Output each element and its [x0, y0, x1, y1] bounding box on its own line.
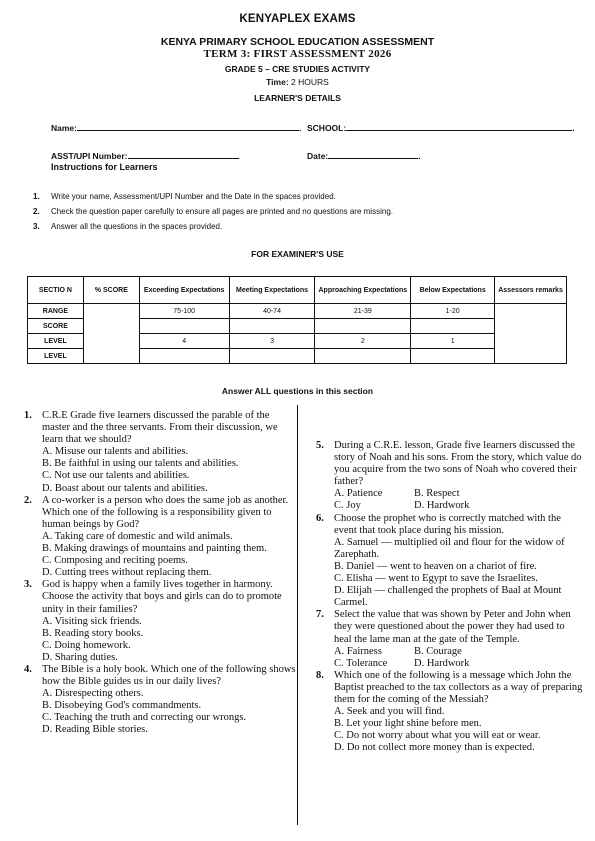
answer-option-row [334, 500, 584, 512]
header-cell: SECTIO N [28, 277, 84, 304]
answer-option[interactable]: A. Seek and you will find. [334, 706, 445, 718]
question-number: 7. [316, 609, 324, 621]
instruction-item: 2. Check the question paper carefully to ensure all pages are printed and no questions are missing. [33, 207, 393, 216]
answer-option[interactable]: D. Hardwork [414, 657, 470, 669]
answer-option[interactable]: C. Do not worry about what you will eat or wear. [334, 730, 541, 742]
question-stem: C.R.E Grade five learners discussed the parable of the master and the three servants. From their discussion, we learn that we should? [42, 410, 278, 446]
header-cell: Approaching Expectations [315, 277, 411, 304]
answer-option[interactable]: D. Boast about our talents and abilities. [42, 482, 208, 494]
table-cell: 40-74 [229, 304, 315, 319]
table-cell[interactable] [139, 349, 229, 364]
upi-field[interactable]: ASST/UPI Number: . [51, 151, 240, 161]
question-stem: Which one of the following is a message which John the Baptist preached to the tax collectors as a way of preparing them for the coming of the Messiah? [334, 669, 583, 705]
answer-option[interactable]: B. Be faithful in using our talents and abilities. [42, 458, 239, 470]
answer-option[interactable]: A. Disrespecting others. [42, 688, 144, 700]
question-stem: Choose the prophet who is correctly matched with the event that took place during his mission. [334, 512, 561, 536]
question-stem: During a C.R.E. lesson, Grade five learners discussed the story of Noah and his sons. From the story, which value do you acquire from the two sons of Noah who covered their father? [334, 440, 582, 488]
answer-option[interactable]: D. Do not collect more money than is expected. [334, 742, 535, 754]
assessment-title: KENYA PRIMARY SCHOOL EDUCATION ASSESSMENT [160, 36, 435, 48]
table-cell: 21-39 [315, 304, 411, 319]
header-cell: Exceeding Expectations [139, 277, 229, 304]
column-divider [297, 405, 298, 825]
term-title: TERM 3: FIRST ASSESSMENT 2026 [203, 48, 392, 60]
school-field[interactable]: SCHOOL: . [307, 123, 575, 133]
answer-option[interactable]: C. Elisha — went to Egypt to save the Israelites. [334, 573, 538, 585]
table-cell[interactable] [315, 349, 411, 364]
question-4 [24, 664, 296, 737]
question-number: 2. [24, 494, 32, 506]
table-cell[interactable] [315, 319, 411, 334]
instruction-item: 3. Answer all the questions in the spaces provided. [33, 222, 223, 231]
section-instruction: Answer ALL questions in this section [221, 386, 374, 396]
answer-option-row [334, 646, 584, 658]
answer-option[interactable]: A. Visiting sick friends. [42, 615, 142, 627]
name-field[interactable]: Name: . [51, 123, 302, 133]
org-title: KENYAPLEX EXAMS [239, 13, 356, 25]
answer-option[interactable]: B. Reading story books. [42, 627, 144, 639]
answer-option[interactable]: A. Fairness [334, 645, 382, 657]
header-cell: % SCORE [83, 277, 139, 304]
table-header-row [28, 277, 567, 304]
answer-option[interactable]: B. Courage [414, 645, 462, 657]
table-cell[interactable] [411, 349, 495, 364]
examiner-use-title: FOR EXAMINER'S USE [251, 249, 344, 259]
answer-option[interactable]: D. Sharing duties. [42, 651, 118, 663]
question-6 [316, 513, 584, 610]
question-7 [316, 609, 584, 669]
row-label: RANGE [28, 304, 84, 319]
questions-right-column [316, 440, 584, 754]
question-number: 5. [316, 440, 324, 451]
learner-details-title: LEARNER'S DETAILS [254, 93, 341, 103]
examiner-table [27, 276, 567, 364]
answer-option[interactable]: C. Composing and reciting poems. [42, 555, 188, 567]
school-line[interactable] [346, 122, 572, 131]
answer-option[interactable]: D. Cutting trees without replacing them. [42, 567, 212, 579]
answer-option[interactable]: B. Let your light shine before men. [334, 718, 482, 730]
table-cell[interactable] [229, 349, 315, 364]
table-cell: 3 [229, 334, 315, 349]
question-8 [316, 670, 584, 755]
answer-option[interactable]: A. Patience [334, 488, 383, 500]
answer-option[interactable]: B. Daniel — went to heaven on a chariot of fire. [334, 560, 537, 572]
answer-option-row [334, 488, 584, 500]
answer-option[interactable]: B. Disobeying God's commandments. [42, 700, 202, 712]
table-cell: 1-20 [411, 304, 495, 319]
header-cell: Below Expectations [411, 277, 495, 304]
row-label: LEVEL [28, 334, 84, 349]
question-stem: Select the value that was shown by Peter and John when they were questioned about the power they had used to heal the lame man at the gate of the Temple. [334, 609, 571, 645]
name-line[interactable] [77, 122, 299, 131]
upi-label: ASST/UPI Number: [51, 151, 128, 161]
questions-left-column [24, 410, 296, 737]
question-3 [24, 579, 296, 664]
score-cell[interactable] [83, 304, 139, 364]
question-2 [24, 495, 296, 580]
table-row [28, 304, 567, 319]
upi-line[interactable] [128, 150, 238, 159]
row-label: LEVEL [28, 349, 84, 364]
name-label: Name: [51, 123, 77, 133]
answer-option[interactable]: A. Taking care of domestic and wild animals. [42, 530, 233, 542]
answer-option[interactable]: B. Making drawings of mountains and painting them. [42, 543, 267, 555]
question-5 [316, 440, 584, 513]
answer-option[interactable]: A. Samuel — multiplied oil and flour for the widow of Zarephath. [334, 536, 565, 560]
date-line[interactable] [328, 150, 418, 159]
table-cell: 75-100 [139, 304, 229, 319]
date-label: Date: [307, 151, 329, 161]
question-number: 3. [24, 579, 32, 591]
table-cell: 2 [315, 334, 411, 349]
question-number: 4. [24, 663, 32, 675]
question-stem: The Bible is a holy book. Which one of the following shows how the Bible guides us in our daily lives? [42, 663, 296, 688]
question-number: 6. [316, 512, 324, 524]
table-cell[interactable] [229, 319, 315, 334]
answer-option[interactable]: D. Elijah — challenged the prophets of Baal at Mount Carmel. [334, 585, 562, 609]
header-cell: Meeting Expectations [229, 277, 315, 304]
time-line [0, 77, 595, 87]
answer-option[interactable]: B. Respect [414, 488, 460, 500]
question-number: 8. [316, 669, 324, 681]
time-value: 2 HOURS [291, 77, 329, 87]
question-1 [24, 410, 296, 495]
school-label: SCHOOL: [307, 123, 347, 133]
answer-option[interactable]: A. Misuse our talents and abilities. [42, 446, 189, 458]
table-cell: 4 [139, 334, 229, 349]
remarks-cell[interactable] [495, 304, 567, 364]
question-number: 1. [24, 410, 32, 421]
question-stem: A co-worker is a person who does the same job as another. Which one of the following is a responsibility given to human beings by God? [42, 494, 289, 530]
header-cell: Assessors remarks [495, 277, 567, 304]
question-stem: God is happy when a family lives together in harmony. Choose the activity that boys and girls can do to promote unity in their families? [42, 579, 282, 615]
answer-option[interactable]: C. Joy [334, 500, 361, 512]
answer-option[interactable]: D. Reading Bible stories. [42, 724, 148, 736]
grade-title: GRADE 5 – CRE STUDIES ACTIVITY [224, 64, 371, 74]
time-label: Time: [266, 77, 289, 87]
table-cell: 1 [411, 334, 495, 349]
answer-option[interactable]: D. Hardwork [414, 500, 470, 512]
row-label: SCORE [28, 319, 84, 334]
instructions-title: Instructions for Learners [51, 162, 158, 172]
answer-option[interactable]: C. Not use our talents and abilities. [42, 470, 190, 482]
table-cell[interactable] [139, 319, 229, 334]
answer-option[interactable]: C. Tolerance [334, 657, 388, 669]
date-field[interactable]: Date: . [307, 151, 421, 161]
answer-option-row [334, 658, 584, 670]
table-cell[interactable] [411, 319, 495, 334]
instruction-item: 1. Write your name, Assessment/UPI Number and the Date in the spaces provided. [33, 192, 336, 201]
answer-option[interactable]: C. Teaching the truth and correcting our wrongs. [42, 712, 247, 724]
answer-option[interactable]: C. Doing homework. [42, 639, 131, 651]
